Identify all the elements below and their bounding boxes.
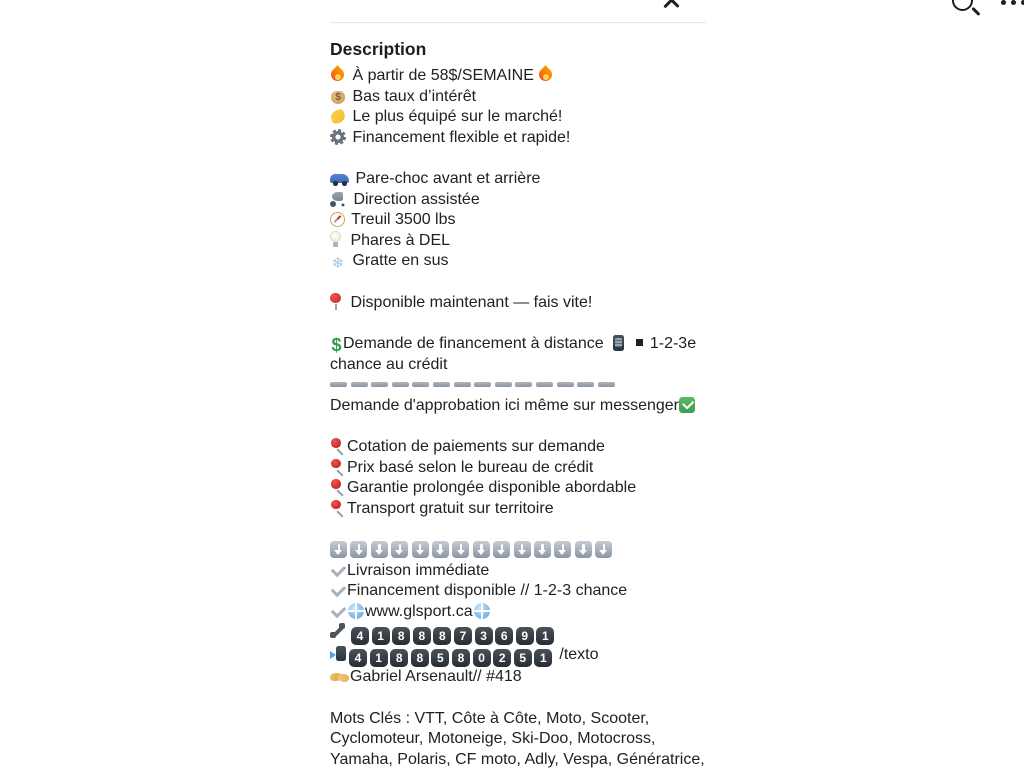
description-line bbox=[330, 750, 708, 768]
description-line bbox=[330, 622, 708, 645]
text: Bas taux d’intérêt bbox=[348, 87, 477, 105]
description-line bbox=[330, 519, 708, 540]
minus-icon bbox=[454, 382, 471, 388]
text: Demande de financement à distance bbox=[343, 335, 613, 353]
bulb-icon bbox=[330, 231, 342, 248]
globe-icon bbox=[474, 603, 490, 619]
arrow-down-icon bbox=[432, 541, 449, 558]
description-line bbox=[330, 417, 708, 438]
description-line bbox=[330, 561, 708, 582]
more-options-icon[interactable] bbox=[1001, 0, 1024, 8]
text: Le plus équipé sur le marché! bbox=[348, 108, 563, 126]
text bbox=[626, 335, 635, 352]
text: www.glsport.ca bbox=[365, 602, 473, 620]
description-line bbox=[330, 602, 708, 623]
description-line bbox=[330, 458, 708, 479]
moneybag-icon bbox=[330, 88, 346, 104]
text: Transport gratuit sur territoire bbox=[347, 499, 554, 517]
arrow-down-icon bbox=[595, 541, 612, 558]
minus-icon bbox=[392, 382, 409, 388]
description-line bbox=[330, 231, 708, 252]
minus-icon bbox=[577, 382, 594, 388]
search-icon[interactable] bbox=[950, 0, 982, 20]
scooter-icon bbox=[330, 192, 347, 207]
keycap-digit-icon: 1 bbox=[372, 627, 390, 645]
minus-icon bbox=[495, 382, 512, 388]
minus-icon bbox=[557, 382, 574, 388]
keycap-digit-icon: 8 bbox=[452, 649, 470, 667]
pin-round-icon bbox=[330, 293, 342, 310]
description-line bbox=[330, 210, 708, 231]
keycap-digit-icon: 4 bbox=[351, 627, 369, 645]
keycap-digit-icon: 7 bbox=[454, 627, 472, 645]
keycap-digit-icon: 8 bbox=[392, 627, 410, 645]
arrow-down-icon bbox=[575, 541, 592, 558]
compass-icon bbox=[330, 212, 345, 227]
text: Phares à DEL bbox=[346, 231, 451, 249]
minus-icon bbox=[598, 382, 615, 388]
text: Livraison immédiate bbox=[347, 561, 490, 579]
text: Pare-choc avant et arrière bbox=[351, 169, 541, 187]
keycap-digit-icon: 0 bbox=[473, 649, 491, 667]
muscle-icon bbox=[330, 109, 346, 124]
keycap-digit-icon: 1 bbox=[534, 649, 552, 667]
pushpin-icon bbox=[330, 479, 346, 495]
text: Demande d'approbation ici même sur messenger bbox=[330, 396, 680, 414]
pushpin-icon bbox=[330, 500, 346, 516]
description-line bbox=[330, 375, 708, 396]
minus-icon bbox=[515, 382, 532, 388]
description-heading: Description bbox=[330, 39, 427, 59]
arrow-down-icon bbox=[493, 541, 510, 558]
car-icon bbox=[330, 172, 349, 186]
description-line bbox=[330, 190, 708, 211]
globe-icon bbox=[348, 603, 364, 619]
arrow-down-icon bbox=[391, 541, 408, 558]
keycap-digit-icon: 1 bbox=[370, 649, 388, 667]
minus-icon bbox=[351, 382, 368, 388]
arrow-down-icon bbox=[514, 541, 531, 558]
check-gray-icon bbox=[330, 563, 346, 578]
check-green-icon bbox=[679, 397, 695, 413]
snow-icon bbox=[330, 256, 346, 272]
description-line bbox=[330, 293, 708, 314]
text: 1-2-3e bbox=[645, 335, 697, 353]
text: Financement disponible // 1-2-3 chance bbox=[347, 582, 628, 600]
minus-icon bbox=[433, 382, 450, 388]
text: Gabriel Arsenault// #418 bbox=[350, 668, 522, 686]
description-line bbox=[330, 499, 708, 520]
minus-icon bbox=[412, 382, 429, 388]
keycap-digit-icon: 8 bbox=[413, 627, 431, 645]
pushpin-icon bbox=[330, 459, 346, 475]
keycap-digit-icon: 4 bbox=[349, 649, 367, 667]
description-line bbox=[330, 251, 708, 272]
description-line bbox=[330, 169, 708, 190]
description-line bbox=[330, 355, 708, 376]
keycap-digit-icon: 6 bbox=[495, 627, 513, 645]
keycap-digit-icon: 9 bbox=[516, 627, 534, 645]
check-gray-icon bbox=[330, 604, 346, 619]
description-lines bbox=[330, 66, 708, 768]
description-line bbox=[330, 396, 708, 417]
description-line bbox=[330, 581, 708, 602]
description-line bbox=[330, 478, 708, 499]
text: Garantie prolongée disponible abordable bbox=[347, 479, 637, 497]
text: À partir de 58$/SEMAINE bbox=[348, 67, 539, 84]
keycap-digit-icon: 5 bbox=[431, 649, 449, 667]
arrow-down-icon bbox=[534, 541, 551, 558]
text: Cotation de paiements sur demande bbox=[347, 438, 605, 456]
gear-icon bbox=[330, 129, 346, 145]
arrow-down-icon bbox=[452, 541, 469, 558]
keycap-digit-icon: 8 bbox=[411, 649, 429, 667]
arrow-down-icon bbox=[473, 541, 490, 558]
keycap-digit-icon: 3 bbox=[475, 627, 493, 645]
description-line bbox=[330, 272, 708, 293]
black-square-icon bbox=[636, 339, 643, 346]
arrow-down-icon bbox=[330, 541, 347, 558]
phone-icon bbox=[613, 335, 624, 351]
text: Treuil 3500 lbs bbox=[347, 211, 456, 229]
keycap-digit-icon: 8 bbox=[433, 627, 451, 645]
arrow-down-icon bbox=[371, 541, 388, 558]
text: Gratte en sus bbox=[348, 252, 449, 270]
minus-icon bbox=[536, 382, 553, 388]
description-line bbox=[330, 688, 708, 709]
keycap-digit-icon: 5 bbox=[514, 649, 532, 667]
arrow-down-icon bbox=[350, 541, 367, 558]
keycap-digit-icon: 8 bbox=[390, 649, 408, 667]
description-line bbox=[330, 128, 708, 149]
description-line bbox=[330, 667, 708, 688]
minus-icon bbox=[330, 382, 347, 388]
description-line bbox=[330, 314, 708, 335]
description-line bbox=[330, 334, 708, 355]
fire-icon bbox=[539, 68, 553, 82]
description-line bbox=[330, 645, 708, 668]
description-line bbox=[330, 107, 708, 128]
text: Financement flexible et rapide! bbox=[348, 128, 571, 146]
keycap-digit-icon: 2 bbox=[493, 649, 511, 667]
description-line bbox=[330, 66, 708, 87]
arrow-down-icon bbox=[412, 541, 429, 558]
description-line bbox=[330, 540, 708, 561]
text: chance au crédit bbox=[330, 355, 448, 373]
receiver-icon bbox=[330, 623, 347, 639]
pushpin-icon bbox=[330, 438, 346, 454]
arrow-down-icon bbox=[554, 541, 571, 558]
description-section bbox=[330, 0, 708, 768]
keycap-digit-icon: 1 bbox=[536, 627, 554, 645]
description-line bbox=[330, 709, 708, 730]
text: Direction assistée bbox=[349, 190, 480, 208]
minus-icon bbox=[474, 382, 491, 388]
description-line bbox=[330, 437, 708, 458]
text: Prix basé selon le bureau de crédit bbox=[347, 458, 594, 476]
description-line bbox=[330, 148, 708, 169]
phone-in-icon bbox=[330, 646, 346, 662]
description-line bbox=[330, 87, 708, 108]
text: Yamaha, Polaris, CF moto, Adly, Vespa, Génératrice, bbox=[330, 750, 705, 768]
text: /texto bbox=[554, 645, 599, 663]
description-line bbox=[330, 729, 708, 750]
minus-icon bbox=[371, 382, 388, 388]
text: Disponible maintenant — fais vite! bbox=[346, 293, 593, 311]
text: Mots Clés : VTT, Côte à Côte, Moto, Scooter, bbox=[330, 709, 650, 727]
check-gray-icon bbox=[330, 583, 346, 598]
dollar-icon bbox=[330, 337, 343, 353]
handshake-icon bbox=[330, 671, 349, 684]
text: Cyclomoteur, Motoneige, Ski-Doo, Motocross, bbox=[330, 730, 656, 748]
fire-icon bbox=[331, 68, 345, 82]
